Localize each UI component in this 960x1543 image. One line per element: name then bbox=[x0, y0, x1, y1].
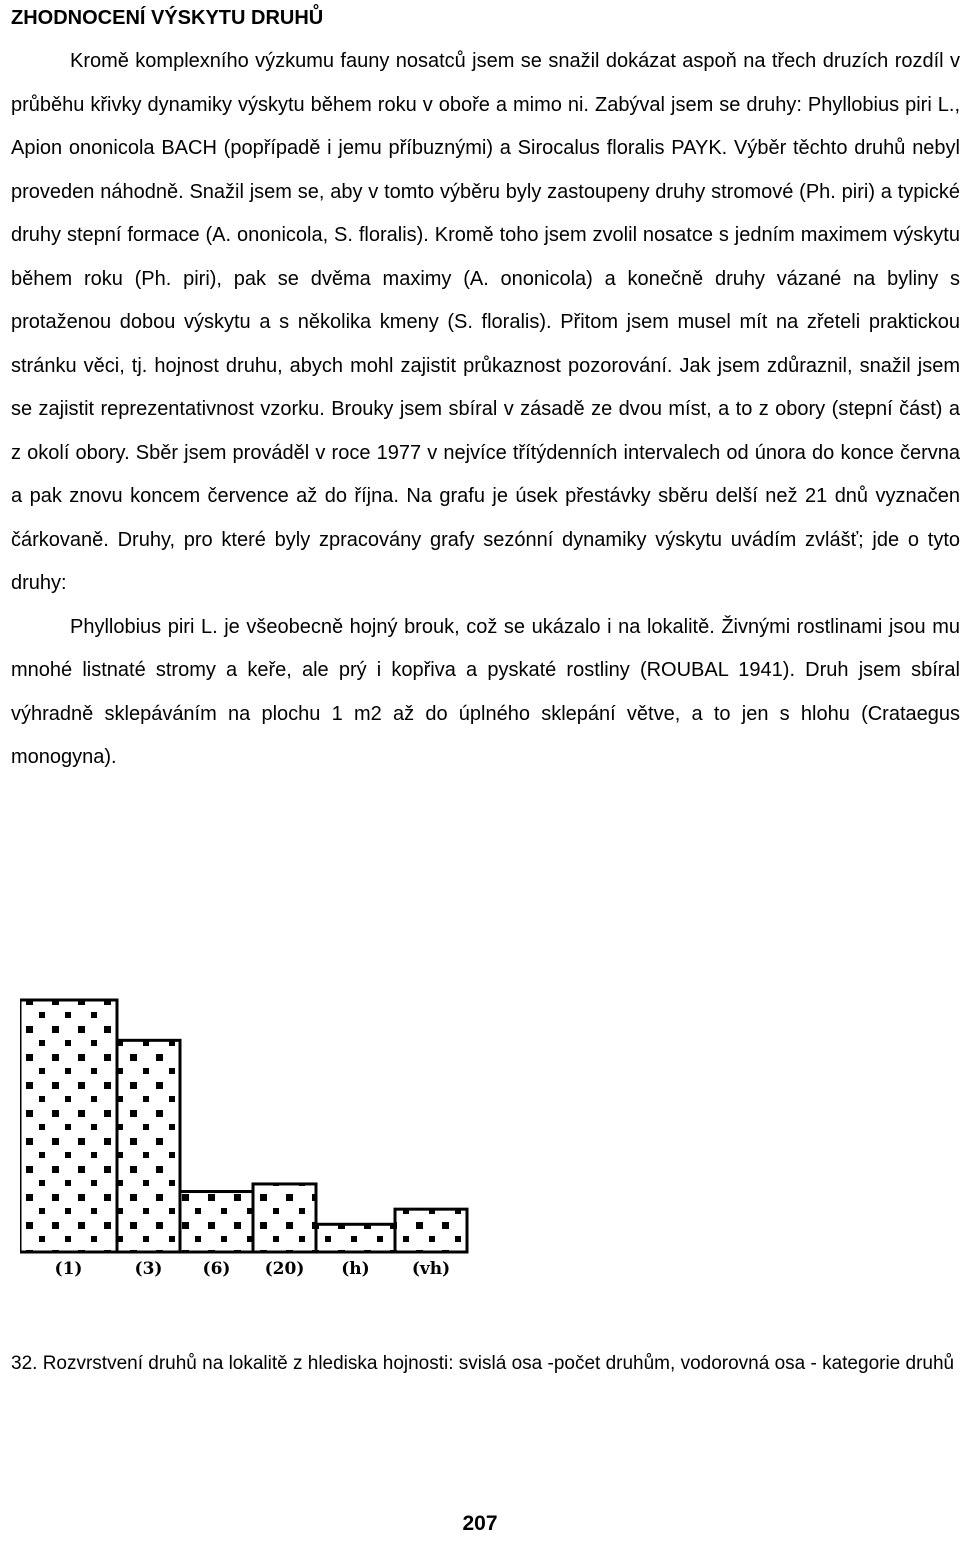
tick-label: (3) bbox=[134, 1259, 163, 1279]
body-text bbox=[11, 40, 960, 780]
bar-chart-figure bbox=[20, 990, 490, 1280]
figure-caption: 32. Rozvrstvení druhů na lokalitě z hlediska hojnosti: svislá osa -počet druhům, vodorovná osa - kategorie druhů bbox=[11, 1353, 955, 1374]
bar-(1) bbox=[20, 1000, 117, 1252]
bar-(20) bbox=[253, 1184, 316, 1252]
bar-(6) bbox=[180, 1192, 253, 1252]
tick-label: (h) bbox=[341, 1259, 370, 1279]
bar-chart bbox=[20, 990, 490, 1280]
page-number: 207 bbox=[462, 1512, 498, 1535]
tick-label: (vh) bbox=[411, 1259, 451, 1279]
bar-(3) bbox=[117, 1040, 180, 1252]
bar-(vh) bbox=[395, 1209, 467, 1252]
section-heading: ZHODNOCENÍ VÝSKYTU DRUHŮ bbox=[11, 7, 324, 29]
paragraph: Kromě komplexního výzkumu fauny nosatců jsem se snažil dokázat aspoň na třech druzích rozdíl v průběhu křivky dynamiky výskytu během roku v oboře a mimo ni. Zabýval jsem se druhy: Phyllobius piri L., Apion ononicola BACH (popřípadě i jemu příbuznými) a Sirocalus floralis PAYK. Výběr těchto druhů nebyl proveden náhodně. Snažil jsem se, aby v tomto výběru byly zastoupeny druhy stromové (Ph. piri) a typické druhy stepní formace (A. ononicola, S. floralis). Kromě toho jsem zvolil nosatce s jedním maximem výskytu během roku (Ph. piri), pak se dvěma maximy (A. ononicola) a konečně druhy vázané na byliny s protaženou dobou výskytu a s několika kmeny (S. floralis). Přitom jsem musel mít na zřeteli praktickou stránku věci, tj. hojnost druhu, abych mohl zajistit průkaznost pozorování. Jak jsem zdůraznil, snažil jsem se zajistit reprezentativnost vzorku. Brouky jsem sbíral v zásadě ze dvou míst, a to z obory (stepní část) a z okolí obory. Sběr jsem prováděl v roce 1977 v nejvíce třítýdenních intervalech od února do konce června a pak znovu koncem července až do října. Na grafu je úsek přestávky sběru delší než 21 dnů vyznačen čárkovaně. Druhy, pro které byly zpracovány grafy sezónní dynamiky výskytu uvádím zvlášť; jde o tyto druhy: bbox=[11, 50, 960, 594]
tick-label: (6) bbox=[202, 1259, 231, 1279]
tick-label: (1) bbox=[54, 1259, 83, 1279]
paragraph: Phyllobius piri L. je všeobecně hojný brouk, což se ukázalo i na lokalitě. Živnými rostlinami jsou mu mnohé listnaté stromy a keře, ale prý i kopřiva a pyskaté rostliny (ROUBAL 1941). Druh jsem sbíral výhradně sklepáváním na plochu 1 m2 až do úplného sklepání větve, a to jen s hlohu (Crataegus monogyna). bbox=[11, 615, 960, 768]
bar-(h) bbox=[316, 1224, 395, 1252]
tick-label: (20) bbox=[264, 1259, 305, 1279]
